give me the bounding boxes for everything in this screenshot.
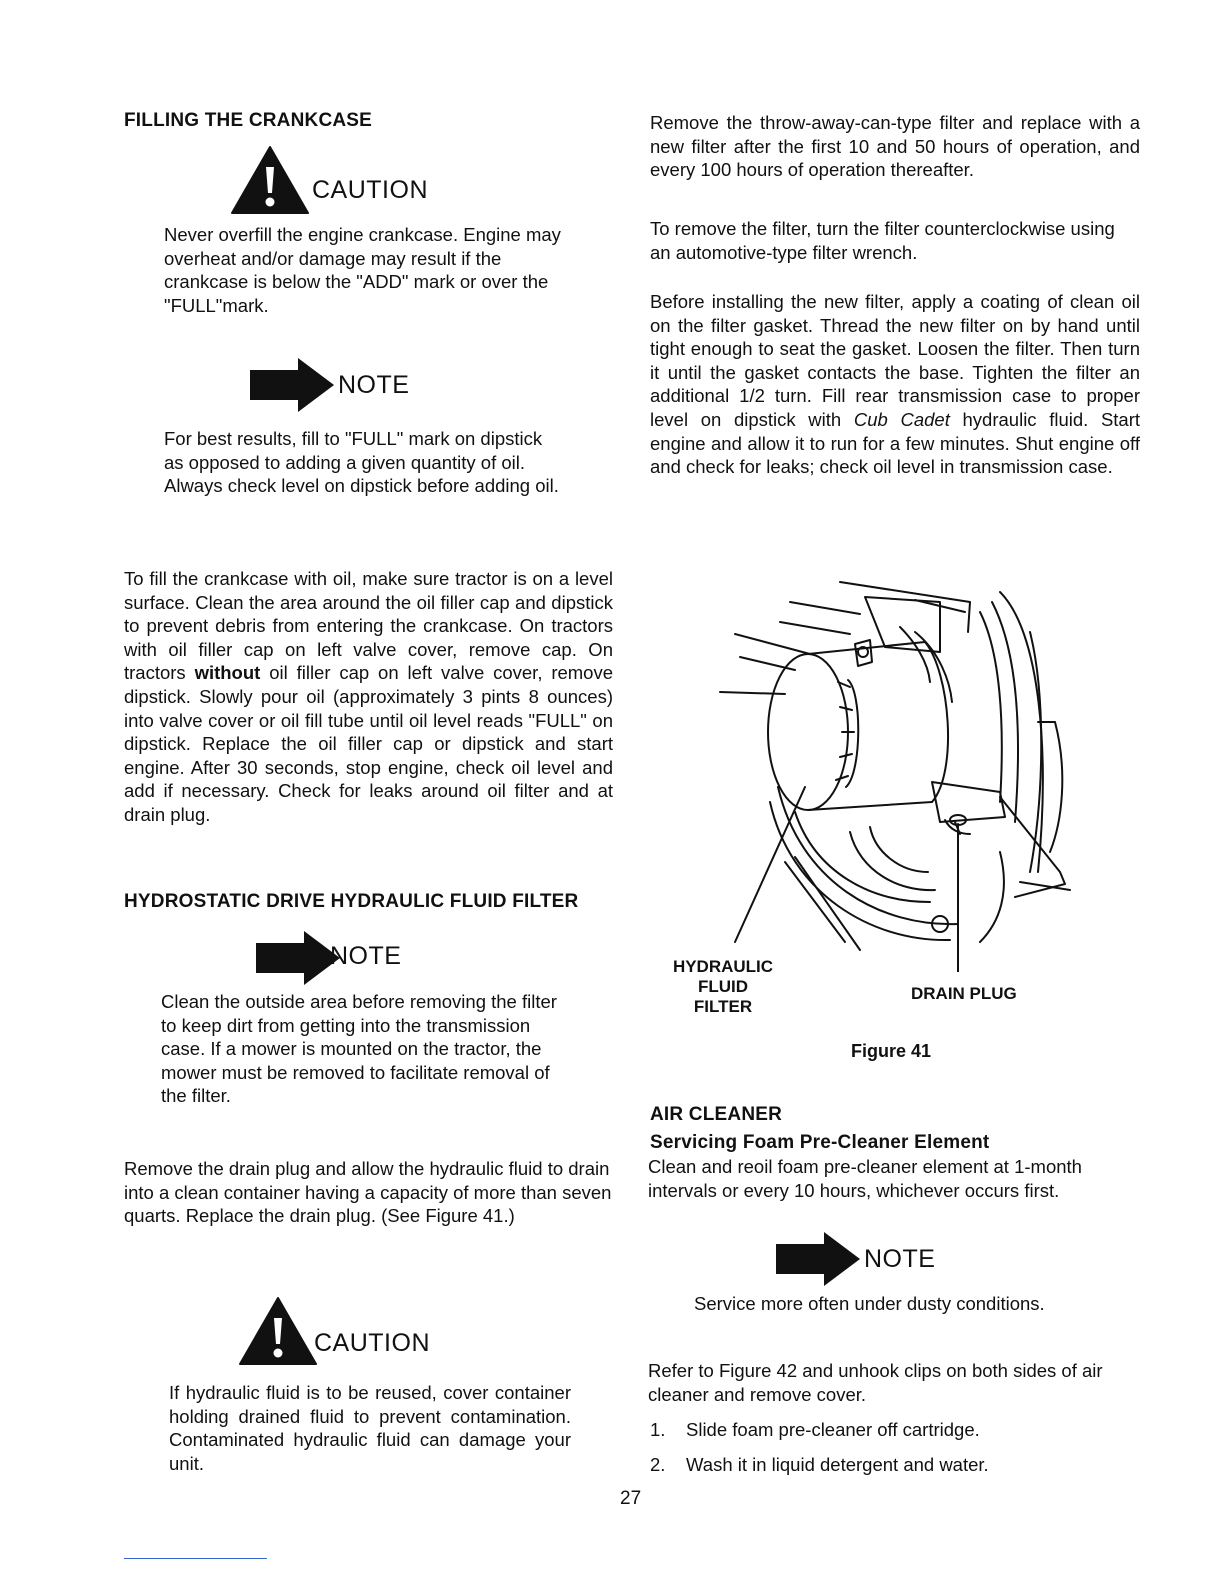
note-text: For best results, fill to "FULL" mark on dipstick as opposed to adding a given quantity of oil. Always check level on dipstick before adding oil.: [164, 428, 559, 497]
install-para-part-2: hydraulic fluid. Start engine and allow it to run for a few minutes. Shut engine off and check for leaks; check oil level in transmission case.: [650, 408, 1141, 478]
arrow-pointer-icon: [250, 356, 336, 414]
figure-41-illustration: [700, 572, 1080, 972]
install-para-part-1: Before installing the new filter, apply a coating of clean oil on the filter gasket. Thread the new filter on by hand until tight enough to seat the gasket. Loosen the filter. Then turn it until the gasket contacts the base. Tighten the filter an additional 1/2 turn. Fill rear transmission case to proper level on dipstick with: [650, 291, 1140, 430]
page-number: 27: [620, 1488, 642, 1509]
install-filter-paragraph: [650, 290, 1140, 479]
note-text: Clean the outside area before removing the filter to keep dirt from getting into the transmission case. If a mower is mounted on the tractor, the mower must be removed to facilitate removal of the filter.: [161, 991, 557, 1107]
step-text: Wash it in liquid detergent and water.: [686, 1453, 989, 1475]
footer-rule: [124, 1558, 267, 1559]
brand-name: Cub Cadet: [853, 408, 950, 430]
warning-triangle-icon: [230, 145, 310, 215]
caution-text: If hydraulic fluid is to be reused, cover container holding drained fluid to prevent contamination. Contaminated hydraulic fluid can damage your unit.: [169, 1382, 571, 1474]
heading-filling-crankcase: FILLING THE CRANKCASE: [124, 110, 373, 131]
fill-para-bold: without: [194, 662, 261, 684]
arrow-pointer-icon: [776, 1230, 862, 1288]
drain-plug-paragraph: Remove the drain plug and allow the hydraulic fluid to drain into a clean container having a capacity of more than seven quarts. Replace the drain plug. (See Figure 41.): [124, 1158, 612, 1227]
caution-text: Never overfill the engine crankcase. Engine may overheat and/or damage may result if the crankcase is below the "ADD" mark or over the "FULL"mark.: [164, 224, 561, 316]
caution-title: CAUTION: [314, 1329, 430, 1357]
figure-caption: Figure 41: [851, 1041, 932, 1061]
label-filter-line-2: FLUID: [697, 977, 749, 996]
remove-filter-paragraph: To remove the filter, turn the filter counterclockwise using an automotive-type filter wrench.: [650, 218, 1115, 263]
warning-triangle-icon: [238, 1296, 318, 1366]
subheading-foam-precleaner: Servicing Foam Pre-Cleaner Element: [650, 1132, 990, 1153]
heading-hydrostatic-filter: HYDROSTATIC DRIVE HYDRAULIC FLUID FILTER: [124, 891, 579, 912]
note-text: Service more often under dusty conditions.: [694, 1293, 1045, 1314]
note-title: NOTE: [338, 371, 410, 399]
step-number: 1.: [650, 1419, 666, 1440]
step-number: 2.: [650, 1453, 666, 1475]
list-item: [650, 1418, 1140, 1442]
step-text: Slide foam pre-cleaner off cartridge.: [686, 1419, 980, 1440]
note-title: NOTE: [864, 1245, 936, 1273]
refer-figure-42-paragraph: Refer to Figure 42 and unhook clips on both sides of air cleaner and remove cover.: [648, 1360, 1103, 1405]
note-title: NOTE: [330, 942, 402, 970]
steps-list: [650, 1418, 1140, 1487]
list-item: [650, 1453, 1140, 1477]
air-cleaner-paragraph: Clean and reoil foam pre-cleaner element at 1-month intervals or every 10 hours, whichever occurs first.: [648, 1156, 1082, 1201]
label-filter-line-1: HYDRAULIC: [672, 957, 774, 976]
caution-title: CAUTION: [312, 176, 428, 204]
fill-para-part-1: To fill the crankcase with oil, make sure tractor is on a level surface. Clean the area around the oil filler cap and dipstick to prevent debris from entering the crankcase. On tractors with oil filler cap on left valve cover, remove cap. On tractors: [124, 568, 613, 684]
fill-para-part-2: oil filler cap on left valve cover, remove dipstick. Slowly pour oil (approximately 3 pints 8 ounces) into valve cover or oil fill tube until oil level reads "FULL" on dipstick. Replace the oil filler cap or dipstick and start engine. After 30 seconds, stop engine, check oil level and add if necessary. Check for leaks around oil filter and at drain plug.: [124, 662, 614, 825]
heading-air-cleaner: AIR CLEANER: [650, 1104, 783, 1125]
label-drain-plug: DRAIN PLUG: [911, 984, 1017, 1003]
replace-filter-paragraph: Remove the throw-away-can-type filter and replace with a new filter after the first 10 and 50 hours of operation, and every 100 hours of operation thereafter.: [650, 112, 1140, 181]
label-filter-line-3: FILTER: [693, 997, 753, 1016]
label-hydraulic-fluid-filter: [668, 957, 778, 1017]
fill-crankcase-paragraph: [124, 567, 613, 827]
